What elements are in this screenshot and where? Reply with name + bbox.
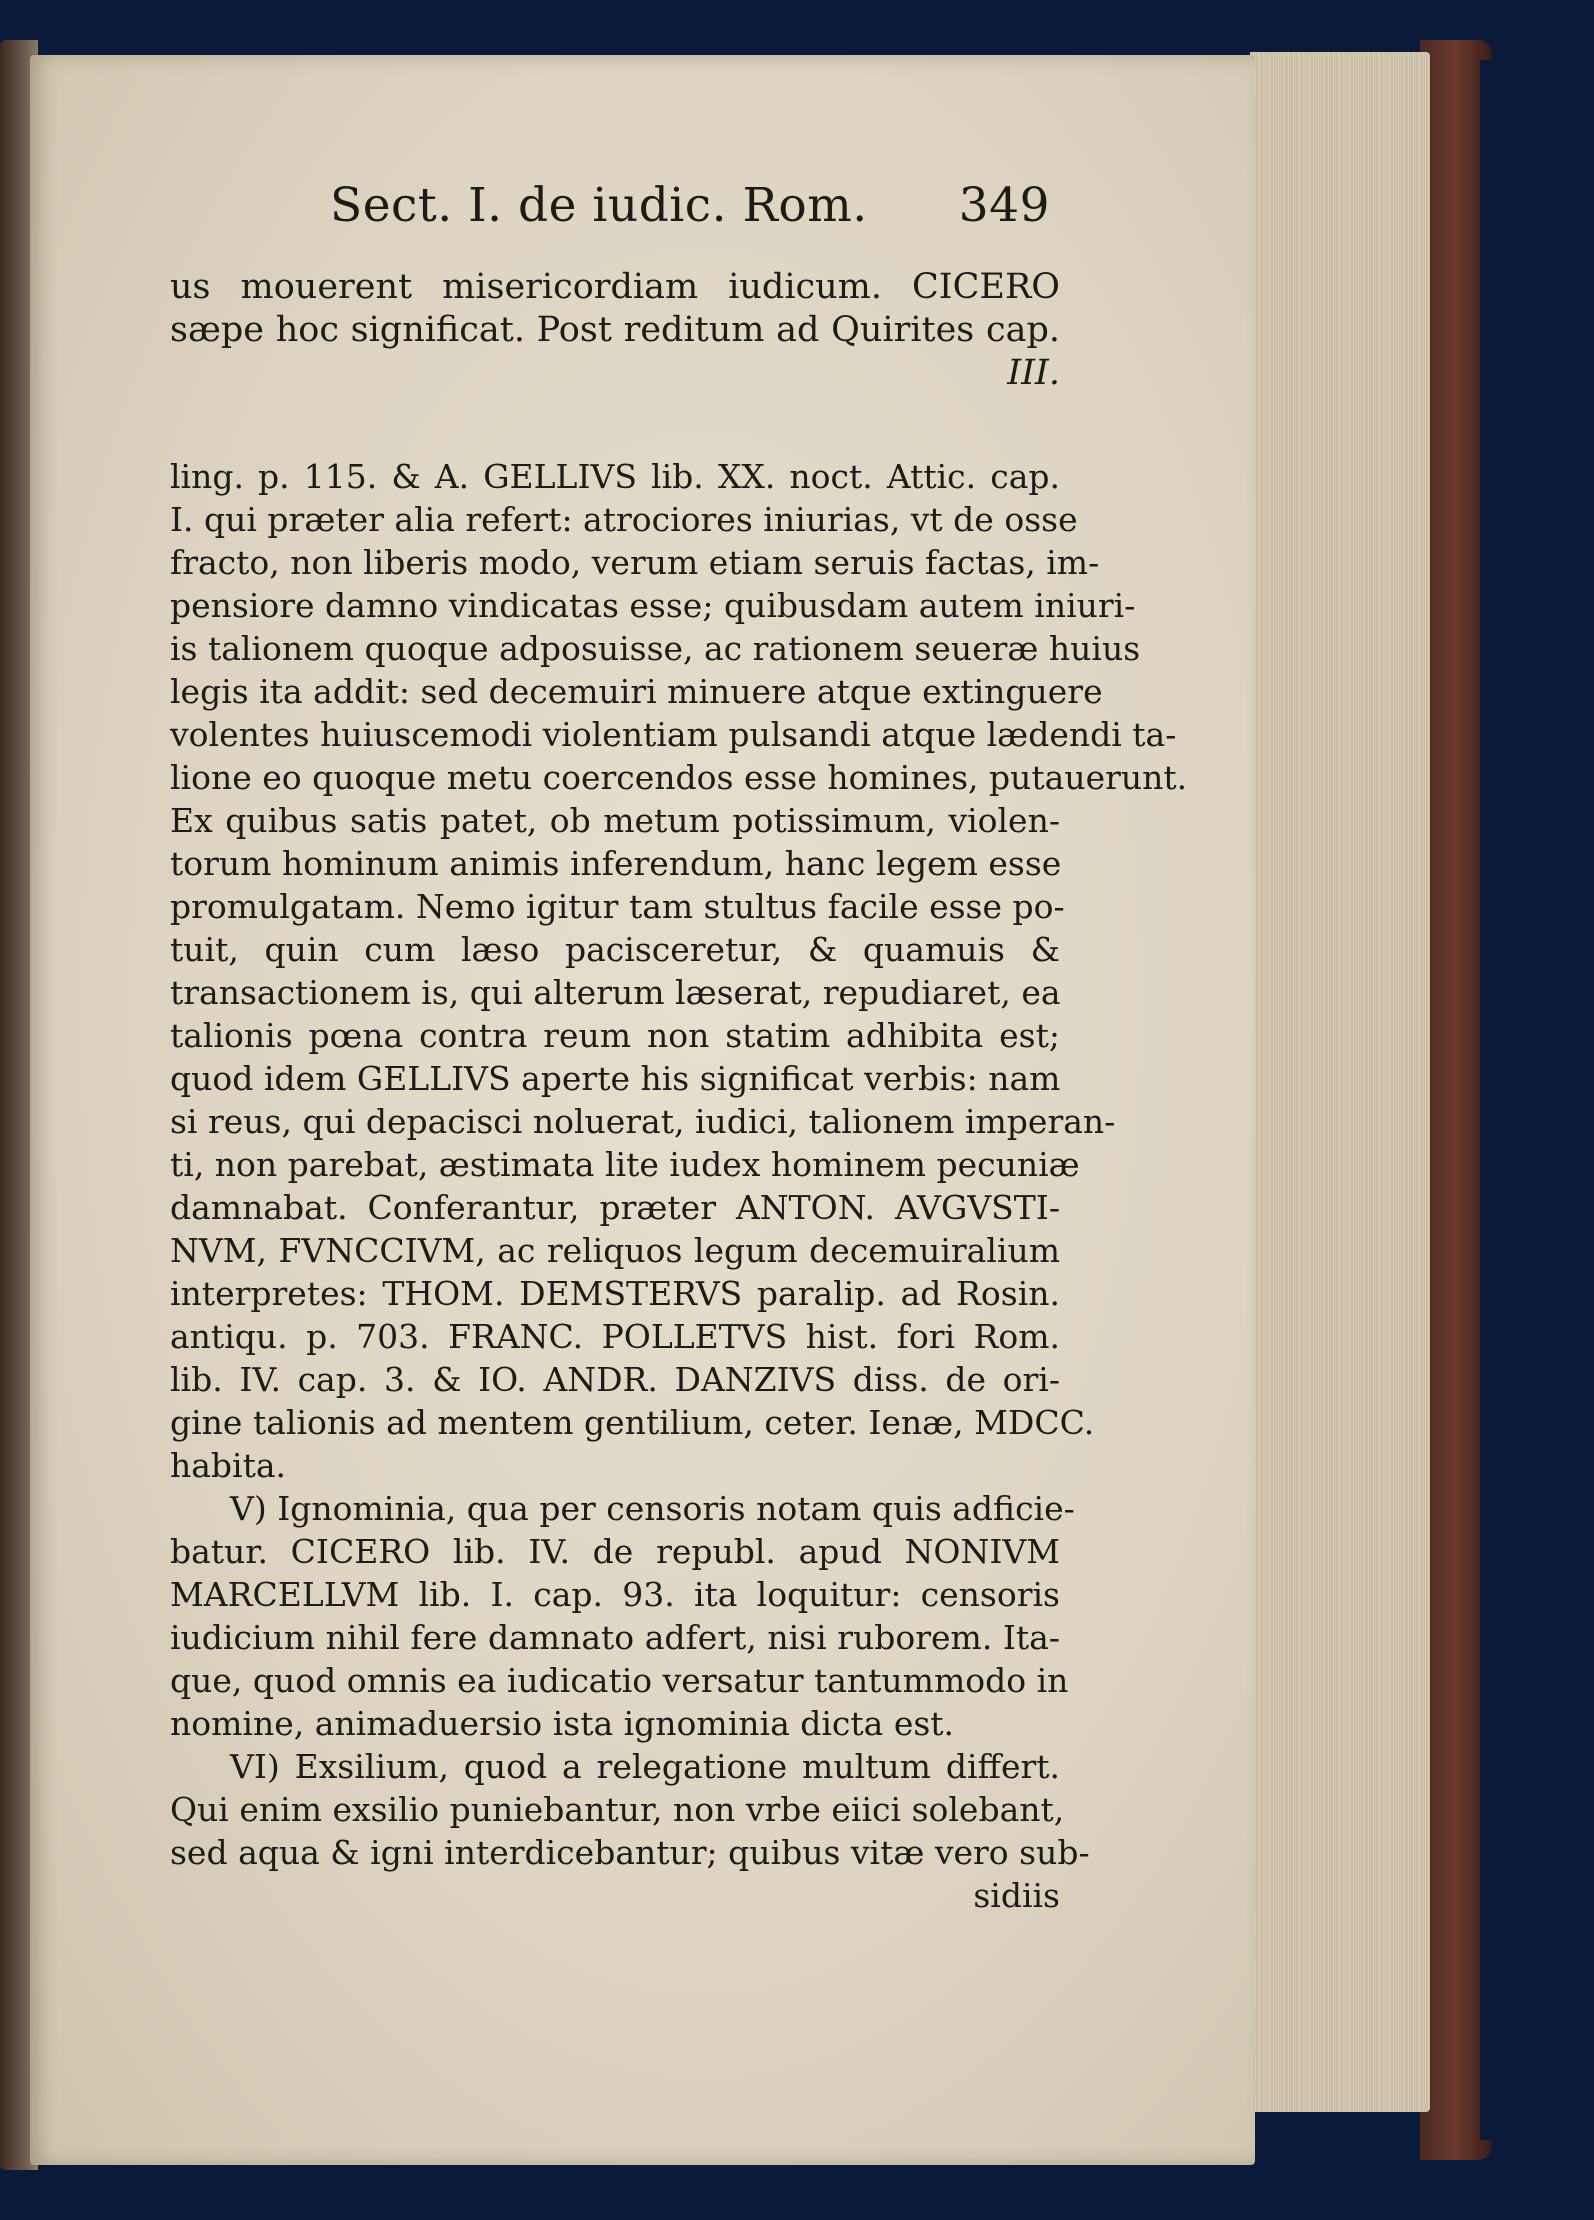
text-line: V) Ignominia, qua per censoris notam quis adficie- [230, 1489, 1075, 1528]
text-line: III. [1007, 353, 1060, 393]
text-line: torum hominum animis inferendum, hanc legem esse [170, 844, 1062, 883]
text-line: lione eo quoque metu coercendos esse homines, putauerunt. [170, 758, 1188, 797]
footnote-text [170, 455, 1188, 1917]
text-line: interpretes: THOM. DEMSTERVS paralip. ad Rosin. [170, 1274, 1060, 1313]
text-line: fracto, non liberis modo, verum etiam seruis factas, im- [170, 543, 1100, 582]
text-line: pensiore damno vindicatas esse; quibusdam autem iniuri- [170, 586, 1136, 625]
text-line: gine talionis ad mentem gentilium, ceter. Ienæ, MDCC. [170, 1403, 1095, 1442]
text-line: talionis pœna contra reum non statim adhibita est; [170, 1016, 1060, 1055]
text-line: sæpe hoc significat. Post reditum ad Quirites cap. [170, 310, 1060, 350]
text-line: antiqu. p. 703. FRANC. POLLETVS hist. fori Rom. [170, 1317, 1060, 1356]
text-line: Ex quibus satis patet, ob metum potissimum, violen- [170, 801, 1060, 840]
text-line: habita. [170, 1446, 287, 1485]
text-line: ti, non parebat, æstimata lite iudex hominem pecuniæ [170, 1145, 1080, 1184]
text-line: transactionem is, qui alterum læserat, repudiaret, ea [170, 973, 1061, 1012]
text-line: is talionem quoque adposuisse, ac rationem seueræ huius [170, 629, 1141, 668]
running-head-title: Sect. I. de iudic. Rom. [330, 178, 868, 233]
page-number: 349 [958, 178, 1050, 233]
text-line: lib. IV. cap. 3. & IO. ANDR. DANZIVS diss. de ori- [170, 1360, 1060, 1399]
text-line: nomine, animaduersio ista ignominia dicta est. [170, 1704, 955, 1743]
text-line: NVM, FVNCCIVM, ac reliquos legum decemuiralium [170, 1231, 1060, 1270]
text-line: quod idem GELLIVS aperte his significat verbis: nam [170, 1059, 1061, 1098]
text-line: MARCELLVM lib. I. cap. 93. ita loquitur: censoris [170, 1575, 1060, 1614]
text-line: damnabat. Conferantur, præter ANTON. AVGVSTI- [170, 1188, 1060, 1227]
background [1480, 60, 1520, 2140]
running-head [330, 178, 1050, 238]
text-line: batur. CICERO lib. IV. de republ. apud NONIVM [170, 1532, 1060, 1571]
text-line: si reus, qui depacisci noluerat, iudici, talionem imperan- [170, 1102, 1116, 1141]
page-edges [1250, 52, 1430, 2112]
text-line: iudicium nihil fere damnato adfert, nisi ruborem. Ita- [170, 1618, 1060, 1657]
main-text-top [170, 265, 1060, 394]
text-line: que, quod omnis ea iudicatio versatur tantummodo in [170, 1661, 1069, 1700]
text-line: I. qui præter alia refert: atrociores iniurias, vt de osse [170, 500, 1078, 539]
text-line: sed aqua & igni interdicebantur; quibus vitæ vero sub- [170, 1833, 1090, 1872]
catchword: sidiis [973, 1876, 1060, 1915]
text-line: ling. p. 115. & A. GELLIVS lib. XX. noct. Attic. cap. [170, 457, 1060, 496]
text-line: volentes huiuscemodi violentiam pulsandi atque lædendi ta- [170, 715, 1177, 754]
text-line: VI) Exsilium, quod a relegatione multum differt. [230, 1747, 1060, 1786]
text-line: tuit, quin cum læso pacisceretur, & quamuis & [170, 930, 1060, 969]
text-line: legis ita addit: sed decemuiri minuere atque extinguere [170, 672, 1103, 711]
text-line: promulgatam. Nemo igitur tam stultus facile esse po- [170, 887, 1065, 926]
text-line: Qui enim exsilio puniebantur, non vrbe eiici solebant, [170, 1790, 1065, 1829]
text-line: us mouerent misericordiam iudicum. CICERO [170, 267, 1060, 307]
